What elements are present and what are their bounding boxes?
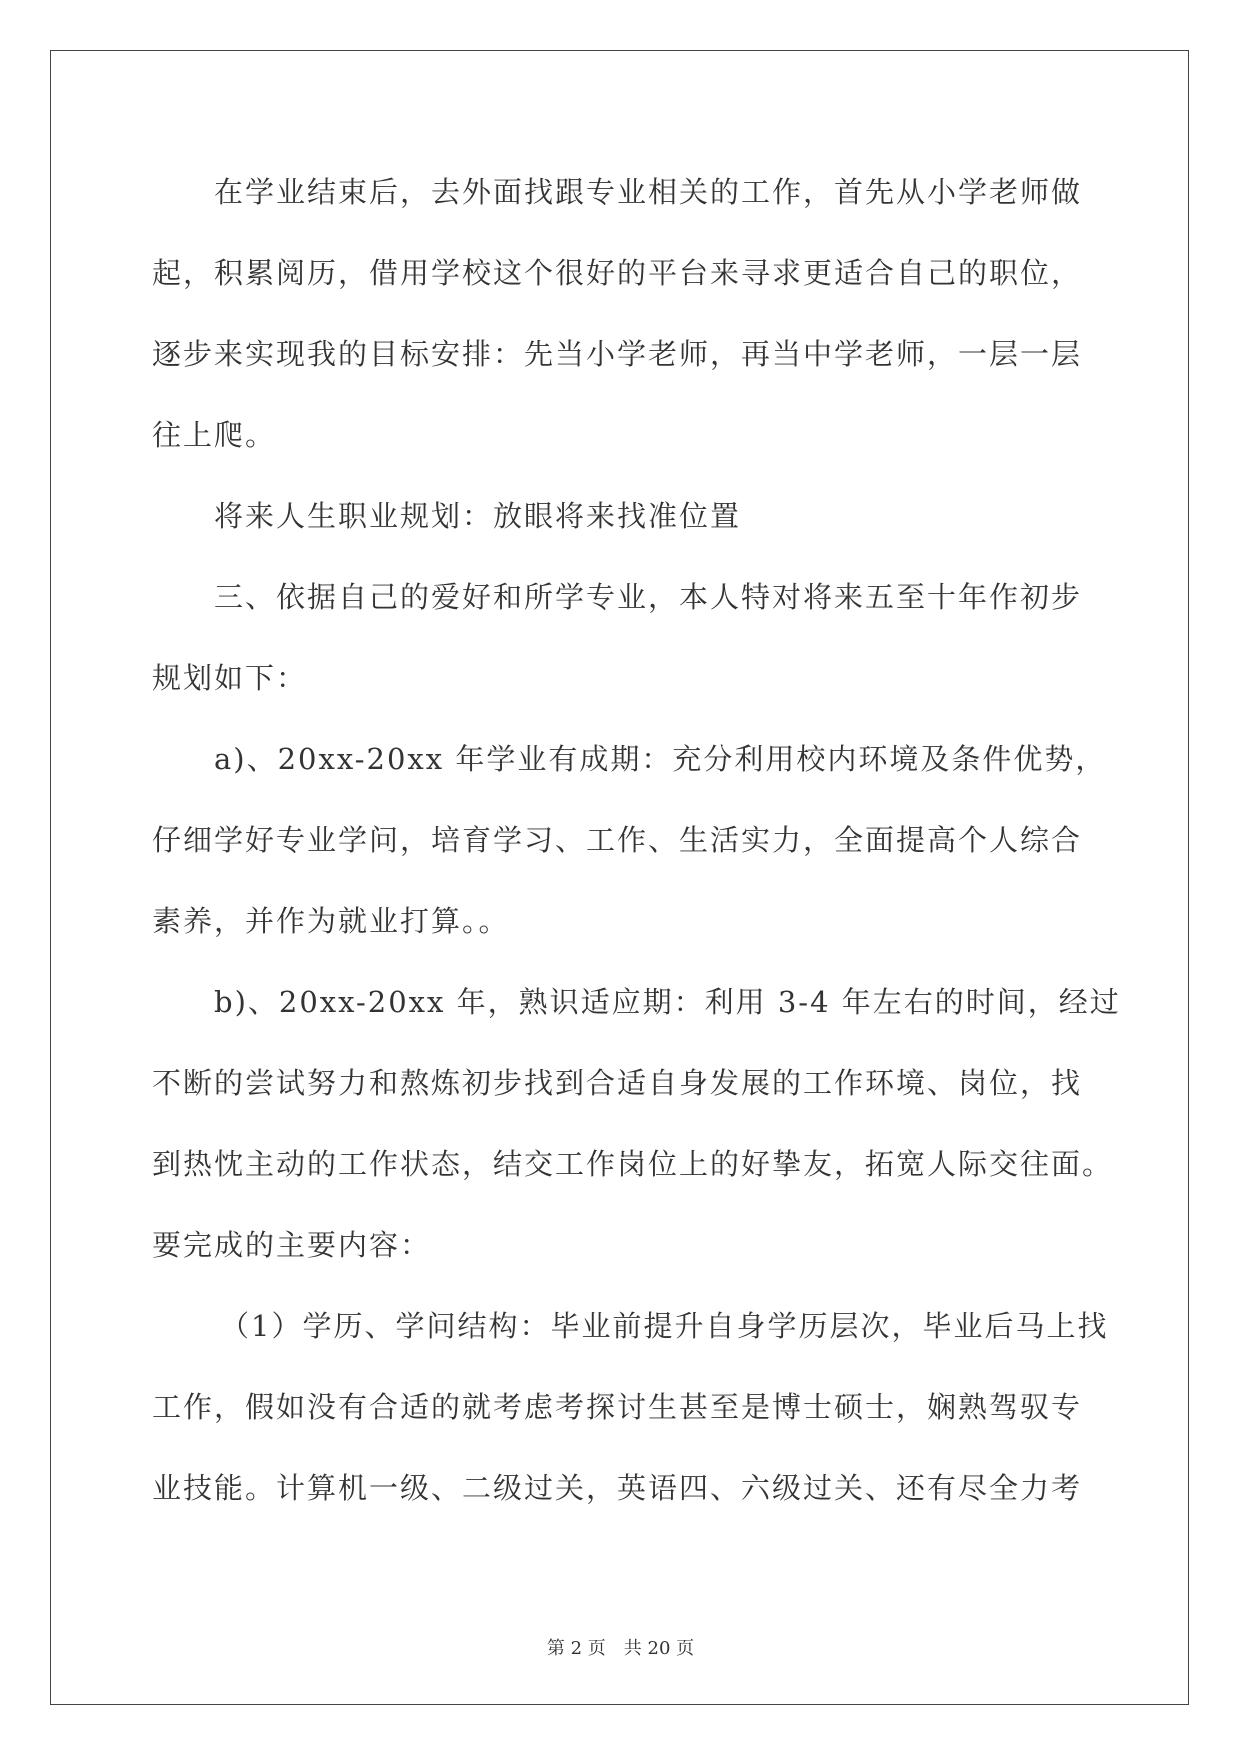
paragraph-line: 工作，假如没有合适的就考虑考探讨生甚至是博士硕士，娴熟驾驭专 bbox=[152, 1390, 1083, 1424]
paragraph-line: 逐步来实现我的目标安排：先当小学老师，再当中学老师，一层一层 bbox=[152, 337, 1083, 371]
paragraph-line: 不断的尝试努力和熬炼初步找到合适自身发展的工作环境、岗位，找 bbox=[152, 1066, 1083, 1100]
paragraph-line: 要完成的主要内容： bbox=[152, 1228, 432, 1262]
section-heading: 将来人生职业规划：放眼将来找准位置 bbox=[214, 499, 742, 533]
page-total: 共 20 页 bbox=[623, 1638, 695, 1659]
paragraph-line: 素养，并作为就业打算。。 bbox=[152, 904, 510, 938]
document-body bbox=[152, 152, 1121, 1529]
paragraph-line: （1）学历、学问结构：毕业前提升自身学历层次，毕业后马上找 bbox=[220, 1309, 1109, 1343]
paragraph-line: 规划如下： bbox=[152, 661, 308, 695]
paragraph-line: 仔细学好专业学问，培育学习、工作、生活实力，全面提高个人综合 bbox=[152, 823, 1083, 857]
paragraph-line: a)、20xx-20xx 年学业有成期：充分利用校内环境及条件优势， bbox=[214, 742, 1107, 776]
paragraph-line: 在学业结束后，去外面找跟专业相关的工作，首先从小学老师做 bbox=[214, 175, 1083, 209]
paragraph-line: 起，积累阅历，借用学校这个很好的平台来寻求更适合自己的职位， bbox=[152, 256, 1083, 290]
paragraph-line: 往上爬。 bbox=[152, 418, 277, 452]
paragraph-line: 到热忱主动的工作状态，结交工作岗位上的好挚友，拓宽人际交往面。 bbox=[152, 1147, 1114, 1181]
paragraph-line: 业技能。计算机一级、二级过关，英语四、六级过关、还有尽全力考 bbox=[152, 1471, 1083, 1505]
paragraph-line: b)、20xx-20xx 年，熟识适应期：利用 3-4 年左右的时间，经过 bbox=[214, 985, 1121, 1019]
page-footer bbox=[0, 1634, 1241, 1660]
page-number: 第 2 页 bbox=[546, 1638, 606, 1659]
paragraph-line: 三、依据自己的爱好和所学专业，本人特对将来五至十年作初步 bbox=[214, 580, 1083, 614]
